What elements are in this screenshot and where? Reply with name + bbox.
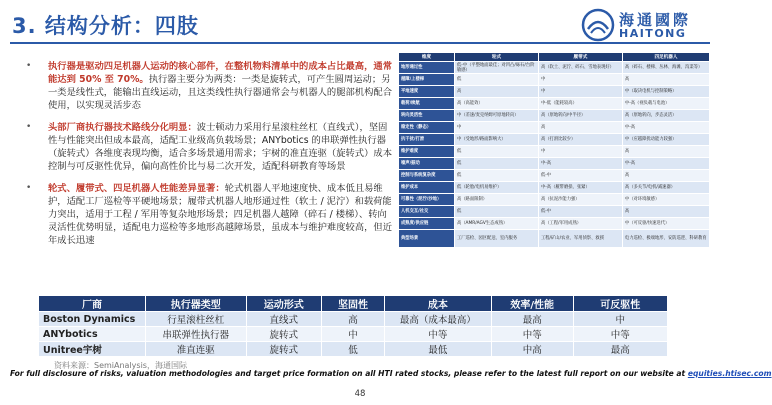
table-cell: 地形通过性: [399, 62, 455, 74]
table-cell: 直线式: [246, 312, 321, 327]
bullet-lead: 执行器是驱动四足机器人运动的核心部件，在整机物料清单中的成本占比最高，通常能达到 50% 至 70%。: [48, 61, 392, 85]
column-header: 厂商: [39, 296, 146, 312]
column-header: 坚固性: [322, 296, 385, 312]
actuator-vendor-table: [38, 295, 668, 357]
table-cell: 高: [622, 170, 709, 182]
table-cell: 高（路面限制）: [454, 194, 538, 206]
table-cell: 中（受地形/路面影响大）: [454, 134, 538, 146]
table-cell: 控制与系统复杂度: [399, 170, 455, 182]
table-cell: 串联弹性执行器: [145, 327, 246, 342]
robot-type-comparison-table: [398, 52, 710, 248]
logo-chinese-text: 海通國際: [619, 11, 692, 29]
table-cell: 高（碎石、楼梯、丛林、海滩、沟渠等）: [622, 62, 709, 74]
table-cell: 中: [538, 146, 622, 158]
table-row: [399, 158, 710, 170]
table-row: [399, 230, 710, 248]
table-cell: 中（应越障扰动能力较强）: [622, 134, 709, 146]
table-cell: 高: [538, 122, 622, 134]
table-cell: 高（高能效）: [454, 98, 538, 110]
column-header: 履带式: [538, 53, 622, 62]
table-cell: 最高: [491, 312, 573, 327]
table-cell: 中（可反驱/快速迭代）: [622, 218, 709, 230]
haitong-logo-mark-icon: [582, 9, 614, 41]
table-cell: 中-高: [538, 158, 622, 170]
disclaimer-text: For full disclosure of risks, valuation methodologies and target price formation on all HTI rated stocks, please refer to the latest full report on our website at: [10, 369, 688, 378]
table-cell: 行星滚柱丝杠: [145, 312, 246, 327]
table-cell: ANYbotics: [39, 327, 146, 342]
table-cell: 电力巡检、极端地形、安防巡逻、科研教育: [622, 230, 709, 248]
column-header: 四足机器人: [622, 53, 709, 62]
bullet-item: [26, 182, 392, 247]
table-cell: 高: [454, 86, 538, 98]
column-header: 轮式: [454, 53, 538, 62]
table-cell: 中等: [491, 327, 573, 342]
table-cell: 低（轮胎/电机易维护）: [454, 182, 538, 194]
table-cell: 低: [454, 146, 538, 158]
table-cell: 高: [622, 146, 709, 158]
table-cell: 高（原地转向，步态灵活）: [622, 110, 709, 122]
column-header: 可反驱性: [573, 296, 667, 312]
table-header-row: [399, 53, 710, 62]
table-row: [39, 342, 668, 357]
logo-english-text: HAITONG: [619, 27, 687, 40]
table-cell: 转向灵活性: [399, 110, 455, 122]
table-header-row: [39, 296, 668, 312]
table-cell: 高（打滑比较少）: [538, 134, 622, 146]
table-row: [39, 312, 668, 327]
table-row: [399, 194, 710, 206]
table-cell: 高（工程/军用成熟）: [538, 218, 622, 230]
table-cell: 中高: [491, 342, 573, 357]
column-header: 运动形式: [246, 296, 321, 312]
table-cell: 维护成本: [399, 182, 455, 194]
table-cell: 低-中（平整地面最佳；对凹凸/砾石/台阶敏感）: [454, 62, 538, 74]
table-cell: 中: [573, 312, 667, 327]
table-cell: 可靠性（泥泞/沙地）: [399, 194, 455, 206]
table-cell: 维护难度: [399, 146, 455, 158]
bullet-item: [26, 60, 392, 112]
table-cell: 工厂巡检、园区配送、室内服务: [454, 230, 538, 248]
table-cell: 中（取决电机与控制策略）: [622, 86, 709, 98]
table-cell: 最高（成本最高）: [384, 312, 491, 327]
bullet-lead: 头部厂商执行器技术路线分化明显：: [48, 122, 197, 133]
table-cell: 中等: [573, 327, 667, 342]
bullet-item: [26, 121, 392, 173]
table-cell: 低: [454, 170, 538, 182]
table-cell: 最低: [384, 342, 491, 357]
table-cell: 低: [322, 342, 385, 357]
table-row: [39, 327, 668, 342]
table-cell: 高: [322, 312, 385, 327]
table-row: [399, 122, 710, 134]
table-row: [399, 86, 710, 98]
table-cell: 人机交互/社交: [399, 206, 455, 218]
table-cell: 成熟度/供应链: [399, 218, 455, 230]
table-cell: 中-低（能耗较高）: [538, 98, 622, 110]
table-cell: 载荷/续航: [399, 98, 455, 110]
table-row: [399, 134, 710, 146]
bullet-body: 执行器主要分为两类：一类是旋转式，可产生圆周运动；另一类是线性式，能输出直线运动，且这类线性执行器通常会与机器人的腿部机构配合使用，以实现灵活步态: [48, 74, 392, 111]
page-number: 48: [354, 389, 366, 399]
bullet-list: [26, 60, 392, 256]
table-cell: 低: [454, 158, 538, 170]
table-row: [399, 98, 710, 110]
column-header: 成本: [384, 296, 491, 312]
table-cell: 中-高: [622, 122, 709, 134]
table-cell: 旋转式: [246, 342, 321, 357]
table-cell: 低: [454, 74, 538, 86]
table-cell: 准直连驱: [145, 342, 246, 357]
table-cell: 低: [454, 206, 538, 218]
table-row: [399, 170, 710, 182]
bullet-dot-icon: •: [26, 183, 32, 193]
table-cell: 中（差速/麦克纳姆可原地转向）: [454, 110, 538, 122]
table-cell: 高（软土、泥泞、碎石、雪地表现好）: [538, 62, 622, 74]
table-cell: 典型场景: [399, 230, 455, 248]
column-header: 维度: [399, 53, 455, 62]
table-cell: 最高: [573, 342, 667, 357]
column-header: 效率/性能: [491, 296, 573, 312]
table-cell: 高（AMR/AGV生态成熟）: [454, 218, 538, 230]
table-cell: Boston Dynamics: [39, 312, 146, 327]
column-header: 执行器类型: [145, 296, 246, 312]
table-cell: 低-中: [538, 170, 622, 182]
table-cell: 高（抗泥沙能力强）: [538, 194, 622, 206]
page-title: 3. 结构分析：四肢: [12, 14, 199, 38]
table-cell: 平地速度: [399, 86, 455, 98]
table-row: [399, 206, 710, 218]
bullet-lead: 轮式、履带式、四足机器人性能差异显著：: [48, 183, 225, 194]
table-cell: 中（对环境敏感）: [622, 194, 709, 206]
title-divider: [10, 42, 710, 44]
table-cell: 越障/上楼梯: [399, 74, 455, 86]
table-cell: 中等: [384, 327, 491, 342]
bullet-dot-icon: •: [26, 122, 32, 132]
disclaimer: [10, 369, 772, 378]
table-cell: 高（多关节/电机/减速器）: [622, 182, 709, 194]
bullet-body: 轮式机器人平地速度快、成本低且易维护，适配工厂巡检等平硬地场景；履带式机器人地形通过性（软土 / 泥泞）和载荷能力突出，适用于工程 / 军用等复杂地形场景；四足机器人越障（碎石 / 楼梯）、转向灵活性优势明显，适配电力巡检等多地形高越障场景，虽成本与维护难度较高，但近年成长迅速: [48, 183, 392, 246]
table-cell: 旋转式: [246, 327, 321, 342]
table-row: [399, 218, 710, 230]
table-cell: 中: [538, 86, 622, 98]
table-cell: 中: [322, 327, 385, 342]
table-cell: 中: [538, 74, 622, 86]
table-cell: 噪声/振动: [399, 158, 455, 170]
table-row: [399, 182, 710, 194]
table-cell: 抗干扰/打滑: [399, 134, 455, 146]
table-cell: 低-中: [538, 206, 622, 218]
website-link[interactable]: equities.htisec.com: [687, 369, 772, 378]
table-cell: 中-高（履带磨损、张紧）: [538, 182, 622, 194]
table-row: [399, 74, 710, 86]
table-row: [399, 110, 710, 122]
table-cell: 中-高: [622, 158, 709, 170]
table-cell: 高: [622, 206, 709, 218]
table-cell: 稳定性（静态）: [399, 122, 455, 134]
table-cell: Unitree宇树: [39, 342, 146, 357]
bullet-body: 波士顿动力采用行星滚柱丝杠（直线式），坚固性与性能突出但成本最高，适配工业级高负载场景；ANYbotics 的串联弹性执行器（旋转式）各维度表现均衡，适合多场景通用需求；宇树的准直连驱（旋转式）成本控制与可反驱性优异，偏向高性价比与易二次开发，适配科研教育等场景: [48, 122, 392, 172]
table-cell: 工程/矿山/农业、军用侦察、救援: [538, 230, 622, 248]
table-row: [399, 62, 710, 74]
table-cell: 中-高（视负载与电池）: [622, 98, 709, 110]
source-note: 资料来源：SemiAnalysis，海通国际: [54, 361, 187, 370]
table-cell: 高: [622, 74, 709, 86]
table-row: [399, 146, 710, 158]
haitong-logo: [582, 8, 714, 42]
table-cell: 中: [454, 122, 538, 134]
bullet-dot-icon: •: [26, 61, 32, 71]
table-cell: 高（原地转向/中半径）: [538, 110, 622, 122]
